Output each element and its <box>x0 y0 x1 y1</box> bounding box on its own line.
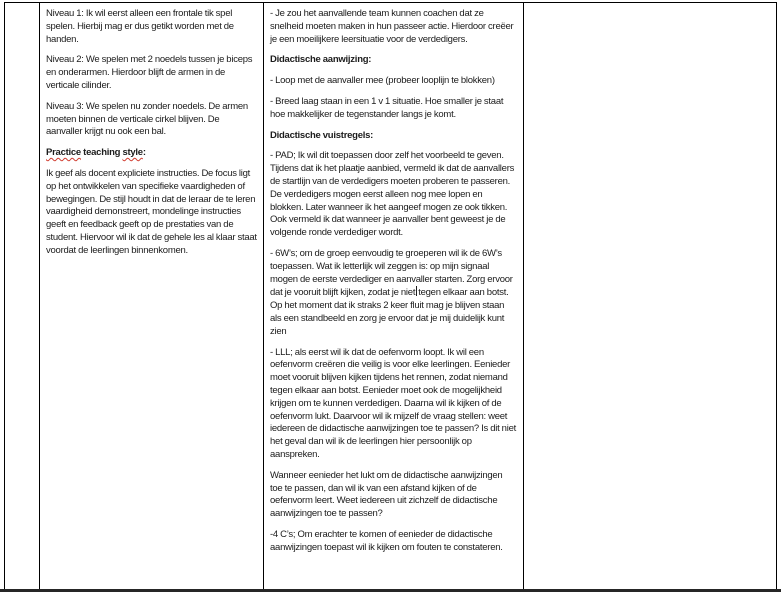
page-bottom-border <box>0 589 781 592</box>
table-cell-empty-left[interactable] <box>5 3 40 589</box>
content-table <box>4 2 777 590</box>
paragraph-coach-note: - Je zou het aanvallende team kunnen coachen dat ze snelheid moeten maken in hun passeer actie. Hierdoor creëer je een moeilijkere leersituatie voor de verdedigers. <box>270 8 514 45</box>
table-cell-levels[interactable] <box>40 3 264 589</box>
table-cell-empty-right[interactable] <box>524 3 776 589</box>
paragraph-aanwijzing-breed: - Breed laag staan in een 1 v 1 situatie. Hoe smaller je staat hoe makkelijker de tegenstander langs je komt. <box>270 95 504 120</box>
heading-didactische-vuistregels: Didactische vuistregels: <box>270 129 374 141</box>
vuistregel-6w-text-before-cursor: - 6W’s; om de groep eenvoudig te groeperen wil ik de 6W’s toepassen. Wat ik letterlijk wil zeggen is: op mijn signaal mogen de eerste verdediger en aanvaller starten. Zorg ervoor dat je vooruit blijft kijken, zodat je niet <box>270 247 513 299</box>
misspelled-word-practice: Practice <box>46 147 81 159</box>
paragraph-vuistregel-pad: - PAD; Ik wil dit toepassen door zelf het voorbeeld te geven. Tijdens dat ik het plaatje aanbied, vermeld ik dat de aanvallers de startlijn van de verdedigers moeten proberen te passeren. De verdedigers mogen eerst alleen nog mee lopen en blokken. Later wanneer ik het aangeef mogen ze ook tikken. Ook vermeld ik dat wanneer je aanvaller bent geweest je de volgende ronde verdediger wordt. <box>270 150 515 239</box>
heading-word-teaching: teaching <box>80 147 123 159</box>
heading-didactische-aanwijzing: Didactische aanwijzing: <box>270 54 372 66</box>
paragraph-niveau-2: Niveau 2: We spelen met 2 noedels tussen je biceps en onderarmen. Hierdoor blijft de armen in de verticale cilinder. <box>46 54 253 91</box>
vuistregel-6w-text-after-cursor: tegen elkaar aan botst. Op het moment dat ik straks 2 keer fluit mag je blijven staan als een standbeeld en zorg je ervoor dat je mij duidelijk kunt zien <box>270 287 509 337</box>
paragraph-wanneer-eenieder: Wanneer eenieder het lukt om de didactische aanwijzingen toe te passen, dan wil ik van een afstand kijken of de oefenvorm leert. Weet iedereen uit zichzelf de didactische aanwijzingen toe te passen? <box>270 469 503 520</box>
paragraph-vuistregel-4c: -4 C’s; Om erachter te komen of eenieder de didactische aanwijzingen toepast wil ik kijken om fouten te constateren. <box>270 528 503 553</box>
paragraph-vuistregel-6w <box>270 248 517 339</box>
misspelled-word-style: style <box>122 147 143 159</box>
heading-colon: : <box>142 147 146 159</box>
paragraph-vuistregel-lll: - LLL; als eerst wil ik dat de oefenvorm loopt. Ik wil een oefenvorm creëren die veilig is voor elke leerlingen. Eenieder moet vooruit blijven kijken tijdens het rennen, zodat niemand tegen elkaar aan botst. Eenieder moet ook de mogelijkheid krijgen om te kunnen verdedigen. Daarna wil ik kijken of de oefenvorm lukt. Daarvoor wil ik mijzelf de vraag stellen: weet iedereen de didactische aanwijzingen toe te passen? Is dit niet het geval dan wil ik de leerlingen hier persoonlijk op aanspreken. <box>270 346 516 460</box>
table-cell-didactics[interactable] <box>264 3 524 589</box>
paragraph-aanwijzing-loop: - Loop met de aanvaller mee (probeer looplijn te blokken) <box>270 75 495 87</box>
paragraph-niveau-1: Niveau 1: Ik wil eerst alleen een frontale tik spel spelen. Hierbij mag er dus getikt worden met de handen. <box>46 8 234 45</box>
paragraph-practice-description: Ik geef als docent expliciete instructies. De focus ligt op het ontwikkelen van specifieke vaardigheden of bewegingen. De stijl houdt in dat de leraar de te leren vaardigheid demonstreert, mondelinge instructies geeft en feedback geeft op de prestaties van de student. Hiervoor wil ik dat de gehele les al klaar staat voordat de leerlingen binnenkomen. <box>46 167 257 256</box>
heading-practice-teaching-style <box>46 147 257 160</box>
paragraph-niveau-3: Niveau 3: We spelen nu zonder noedels. De armen moeten binnen de verticale cirkel blijven. De aanvaller krijgt nu ook een bal. <box>46 100 248 138</box>
